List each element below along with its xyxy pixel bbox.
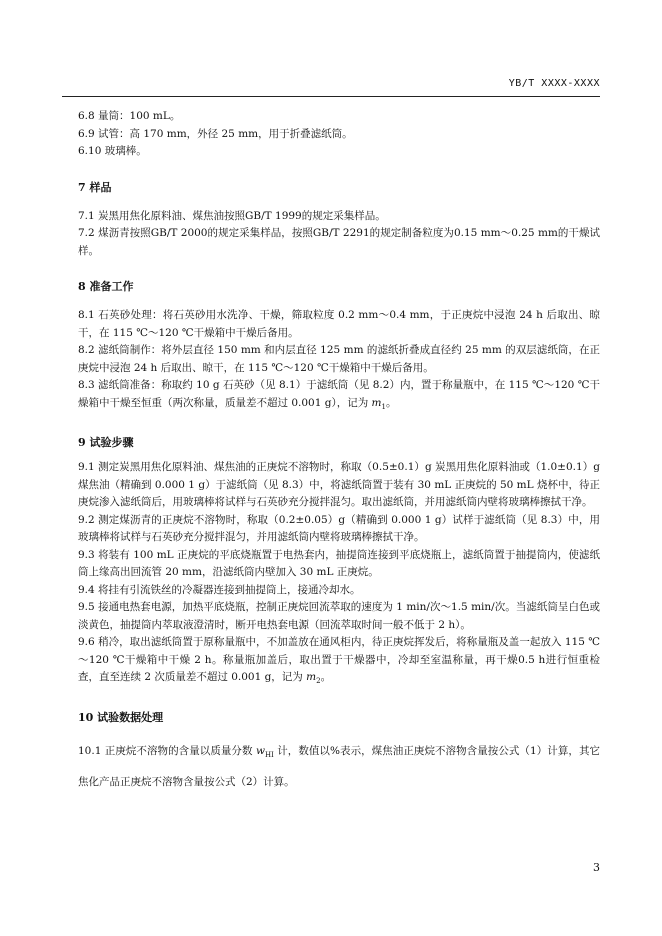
item-8-3 <box>78 377 600 416</box>
item-8-1: 8.1 石英砂处理：将石英砂用水洗净、干燥，筛取粒度 0.2 mm～0.4 mm，于正庚烷中浸泡 24 h 后取出、晾干，在 115 ℃～120 ℃干燥箱中干燥后备用。 <box>78 309 600 339</box>
item-8-2: 8.2 滤纸筒制作：将外层直径 150 mm 和内层直径 125 mm 的滤纸折叠成直径约 25 mm 的双层滤纸筒，在正庚烷中浸泡 24 h 后取出、晾干，在 115 ℃～120 ℃干燥箱中干燥后备用。 <box>78 344 600 374</box>
item-9-6-tail: 。 <box>320 671 332 684</box>
section-8-heading: 8 准备工作 <box>78 280 134 293</box>
item-9-6-text: 9.6 稍冷，取出滤纸筒置于原称量瓶中，不加盖放在通风柜内，待正庚烷挥发后，将称量瓶及盖一起放入 115 ℃～120 ℃干燥箱中干燥 2 h。称量瓶加盖后，取出置于干燥器中，冷却至室温称量，再干燥0.5 h进行恒重检查，直至连续 2 次质量差不超过 0.001 g，记为 <box>78 636 600 684</box>
page-number: 3 <box>593 861 600 874</box>
item-7-1: 7.1 炭黑用焦化原料油、煤焦油按照GB/T 1999的规定采集样品。 <box>78 209 386 222</box>
item-7-2: 7.2 煤沥青按照GB/T 2000的规定采集样品，按照GB/T 2291的规定制备粒度为0.15 mm～0.25 mm的干燥试样。 <box>78 227 600 257</box>
document-code: YB/T XXXX-XXXX <box>508 78 600 89</box>
item-6-8: 6.8 量筒：100 mL。 <box>78 110 181 122</box>
item-8-3-text: 8.3 滤纸筒准备：称取约 10 g 石英砂（见 8.1）于滤纸筒（见 8.2）内，置于称量瓶中，在 115 ℃～120 ℃干燥箱中干燥至恒重（两次称量，质量差不超过 0.001 g），记为 <box>78 379 600 409</box>
item-6-9: 6.9 试管：高 170 mm，外径 25 mm，用于折叠滤纸筒。 <box>78 127 353 140</box>
mass-m2-subscript: 2 <box>316 677 321 686</box>
section-7-heading: 7 样品 <box>78 180 112 194</box>
mass-m2-symbol: m <box>306 671 317 684</box>
item-6-10: 6.10 玻璃棒。 <box>78 145 147 157</box>
section-10-heading: 10 试验数据处理 <box>78 710 164 724</box>
page-content <box>78 108 600 796</box>
item-10-1-text: 10.1 正庚烷不溶物的含量以质量分数 <box>78 744 256 757</box>
item-9-2: 9.2 测定煤沥青的正庚烷不溶物时，称取（0.2±0.05）g（精确到 0.000 1 g）试样于滤纸筒（见 8.3）中，用玻璃棒将试样与石英砂充分搅拌混匀，并用滤纸筒内壁将玻璃棒擦拭干净。 <box>78 513 600 544</box>
section-9-heading: 9 试验步骤 <box>78 436 134 450</box>
mass-m1-subscript: 1 <box>381 402 386 411</box>
item-9-3: 9.3 将装有 100 mL 正庚烷的平底烧瓶置于电热套内，抽提筒连接到平底烧瓶上，滤纸筒置于抽提筒内，使滤纸筒上缘高出回流管 20 mm，沿滤纸筒内壁加入 30 mL 正庚烷。 <box>78 548 600 579</box>
item-10-1-text-end: 计，数值以%表示，煤焦油正庚烷不溶物含量按公式（1）计算，其它焦化产品正庚烷不溶物含量按公式（2）计算。 <box>78 744 600 788</box>
mass-fraction-symbol: w <box>255 744 265 757</box>
item-10-1 <box>78 738 600 796</box>
item-9-6 <box>78 634 600 691</box>
item-9-1: 9.1 测定炭黑用焦化原料油、煤焦油的正庚烷不溶物时，称取（0.5±0.1）g 炭黑用焦化原料油或（1.0±0.1）g 煤焦油（精确到 0.000 1 g）于滤纸筒（见 8.3）中，将滤纸筒置于装有 30 mL 正庚烷的 50 mL 烧杯中，待正庚烷渗入滤纸筒后，用玻璃棒将试样与石英砂充分搅拌混匀。取出滤纸筒，并用滤纸筒内壁将玻璃棒擦拭干净。 <box>78 461 600 509</box>
mass-fraction-subscript: HI <box>264 750 274 759</box>
item-9-5: 9.5 接通电热套电源，加热平底烧瓶，控制正庚烷回流萃取的速度为 1 min/次～1.5 min/次。当滤纸筒呈白色或淡黄色，抽提筒内萃取液澄清时，断开电热套电源（回流萃取时间一般不低于 2 h）。 <box>78 601 600 631</box>
item-9-4: 9.4 将挂有引流铁丝的冷凝器连接到抽提筒上，接通冷却水。 <box>78 583 361 596</box>
header-rule <box>62 96 600 97</box>
item-8-3-tail: 。 <box>385 396 397 409</box>
mass-m1-symbol: m <box>371 396 382 409</box>
